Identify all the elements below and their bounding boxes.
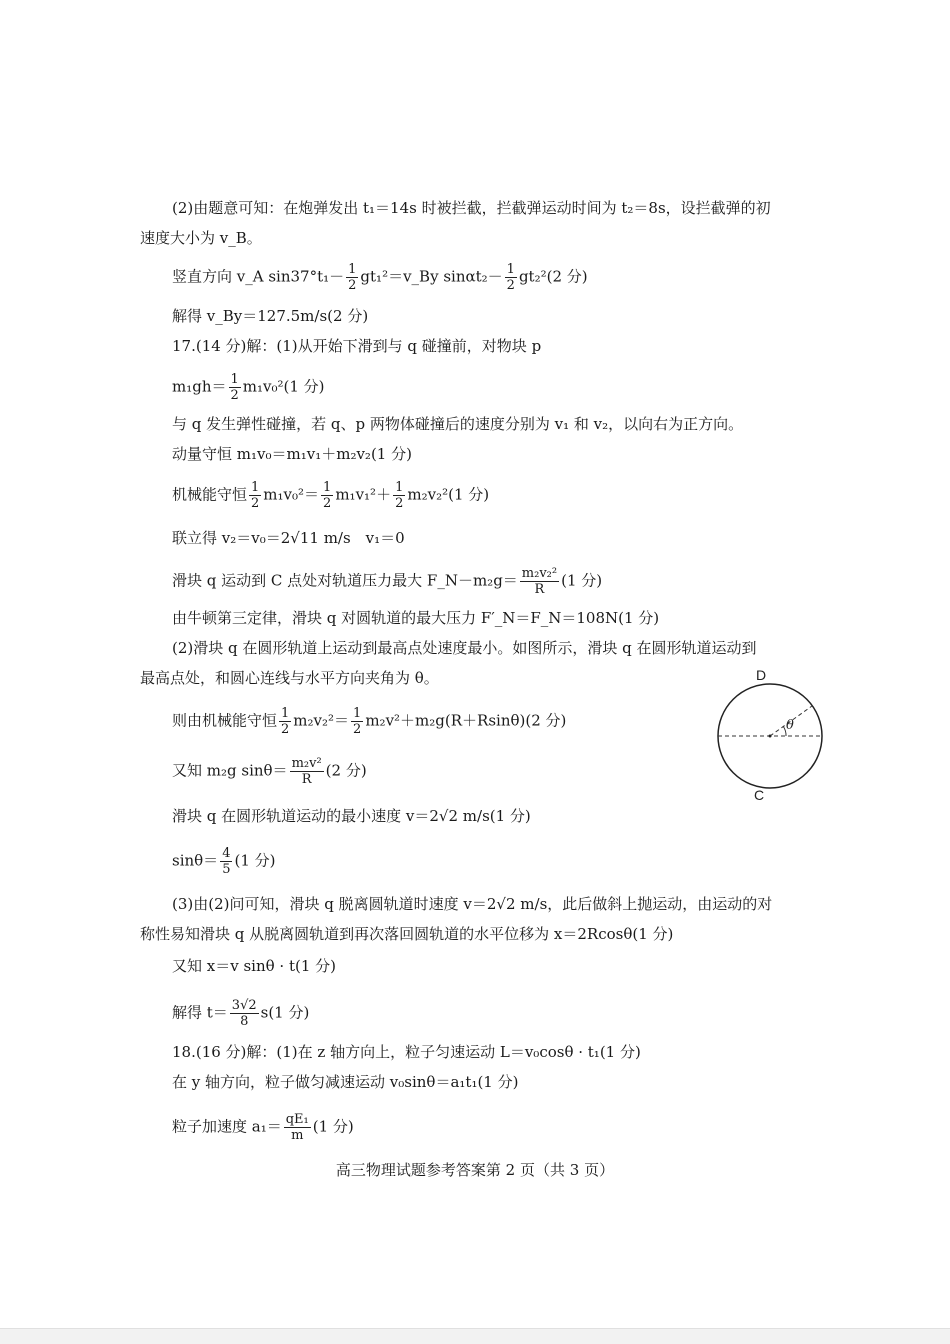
eq-text: m₂v₂²(1 分) xyxy=(407,485,490,504)
eq-text: 则由机械能守恒 xyxy=(172,711,278,730)
eq-text: 机械能守恒 xyxy=(172,485,248,504)
q17-t-result xyxy=(172,998,309,1029)
eq-text: s(1 分) xyxy=(260,1003,310,1022)
eq-text: 粒子加速度 a₁＝ xyxy=(172,1117,282,1136)
fraction-qe1-over-m: $\frac{\text{qE₁}}{m}$ xyxy=(285,1112,309,1143)
q17-x-equation: 又知 x＝v sinθ · t(1 分) xyxy=(172,957,337,975)
page-footer: 高三物理试题参考答案第 2 页（共 3 页） xyxy=(335,1161,615,1179)
fraction-half: $\frac{1}{2}$ xyxy=(395,480,404,511)
fraction-half: $\frac{1}{2}$ xyxy=(281,706,290,737)
fraction-half: $\frac{1}{2}$ xyxy=(353,706,362,737)
eq-text: m₁gh＝ xyxy=(172,377,227,396)
eq-text: (2 分) xyxy=(325,761,367,780)
q17-youzhi-equation xyxy=(172,756,367,787)
eq-text: (1 分) xyxy=(561,571,603,590)
eq-text: (1 分) xyxy=(312,1117,354,1136)
fraction-half: $\frac{1}{2}$ xyxy=(323,480,332,511)
q17-collision-text: 与 q 发生弹性碰撞，若 q、p 两物体碰撞后的速度分别为 v₁ 和 v₂，以向右为正方向。 xyxy=(172,415,744,433)
fraction-m2v2-over-r: $\frac{\text{m₂v²}}{R}$ xyxy=(291,756,322,787)
q16-vby-result: 解得 v_By＝127.5m/s(2 分) xyxy=(172,307,369,325)
eq-text: m₁v₀²＝ xyxy=(263,485,320,504)
fraction-half: $\frac{1}{2}$ xyxy=(230,372,239,403)
q16-part2-line1: (2)由题意可知：在炮弹发出 t₁＝14s 时被拦截，拦截弹运动时间为 t₂＝8s，设拦截弹的初 xyxy=(172,199,771,217)
fraction-m2v2-over-r: $\frac{\text{m₂v₂²}}{R}$ xyxy=(521,566,558,597)
eq-text: m₂v₂²＝ xyxy=(293,711,350,730)
eq-text: sinθ＝ xyxy=(172,851,219,870)
eq-text: (1 分) xyxy=(234,851,276,870)
q17-part2-line2: 最高点处，和圆心连线与水平方向夹角为 θ。 xyxy=(140,669,439,687)
q17-energy2-equation xyxy=(172,706,566,737)
center-point xyxy=(769,735,772,738)
q18-heading: 18.(16 分)解：(1)在 z 轴方向上，粒子匀速运动 L＝v₀cosθ · t₁(1 分) xyxy=(172,1043,641,1061)
q17-energy-equation xyxy=(172,480,489,511)
q17-min-speed: 滑块 q 在圆形轨道运动的最小速度 v＝2√2 m/s(1 分) xyxy=(172,807,531,825)
q17-slider-c-equation xyxy=(172,566,602,597)
eq-text: 滑块 q 运动到 C 点处对轨道压力最大 F_N－m₂g＝ xyxy=(172,571,518,590)
fraction-half: $\frac{1}{2}$ xyxy=(251,480,260,511)
q16-vertical-equation xyxy=(172,262,588,293)
fraction-half: $\frac{1}{2}$ xyxy=(348,262,357,293)
bottom-strip xyxy=(0,1328,950,1344)
fraction-four-fifths: $\frac{4}{5}$ xyxy=(222,846,231,877)
q17-sin-equation xyxy=(172,846,276,877)
eq-text: 竖直方向 v_A sin37°t₁－ xyxy=(172,267,345,286)
eq-text: m₂v²＋m₂g(R＋Rsinθ)(2 分) xyxy=(365,711,567,730)
eq-text: gt₂²(2 分) xyxy=(518,267,588,286)
q17-part2-line1: (2)滑块 q 在圆形轨道上运动到最高点处速度最小。如图所示，滑块 q 在圆形轨道运动到 xyxy=(172,639,757,657)
fraction-half: $\frac{1}{2}$ xyxy=(506,262,515,293)
q17-m1gh-equation xyxy=(172,372,325,403)
eq-text: m₁v₁²＋ xyxy=(335,485,392,504)
q16-part2-line2: 速度大小为 v_B。 xyxy=(140,229,262,247)
q18-y-direction: 在 y 轴方向，粒子做匀减速运动 v₀sinθ＝a₁t₁(1 分) xyxy=(172,1073,519,1091)
circular-track-diagram xyxy=(700,664,850,809)
label-theta: θ xyxy=(786,718,794,733)
eq-text: m₁v₀²(1 分) xyxy=(242,377,325,396)
q17-newton-third: 由牛顿第三定律，滑块 q 对圆轨道的最大压力 F′_N＝F_N＝108N(1 分) xyxy=(172,609,660,627)
eq-text: 解得 t＝ xyxy=(172,1003,228,1022)
fraction-t: $\frac{3√2}{8}$ xyxy=(231,998,257,1029)
q17-heading: 17.(14 分)解：(1)从开始下滑到与 q 碰撞前，对物块 p xyxy=(172,337,542,355)
q17-momentum-equation: 动量守恒 m₁v₀＝m₁v₁＋m₂v₂(1 分) xyxy=(172,445,412,463)
label-c: C xyxy=(754,787,765,803)
q17-part3-line2: 称性易知滑块 q 从脱离圆轨道到再次落回圆轨道的水平位移为 x＝2Rcosθ(1 分) xyxy=(140,925,674,943)
q17-part3-line1: (3)由(2)问可知，滑块 q 脱离圆轨道时速度 v＝2√2 m/s，此后做斜上抛运动，由运动的对 xyxy=(172,895,773,913)
eq-text: gt₁²＝v_By sinαt₂－ xyxy=(360,267,503,286)
q18-acceleration xyxy=(172,1112,354,1143)
label-d: D xyxy=(756,667,767,683)
eq-text: 又知 m₂g sinθ＝ xyxy=(172,761,288,780)
q17-joint-result: 联立得 v₂＝v₀＝2√11 m/s v₁＝0 xyxy=(172,529,405,547)
